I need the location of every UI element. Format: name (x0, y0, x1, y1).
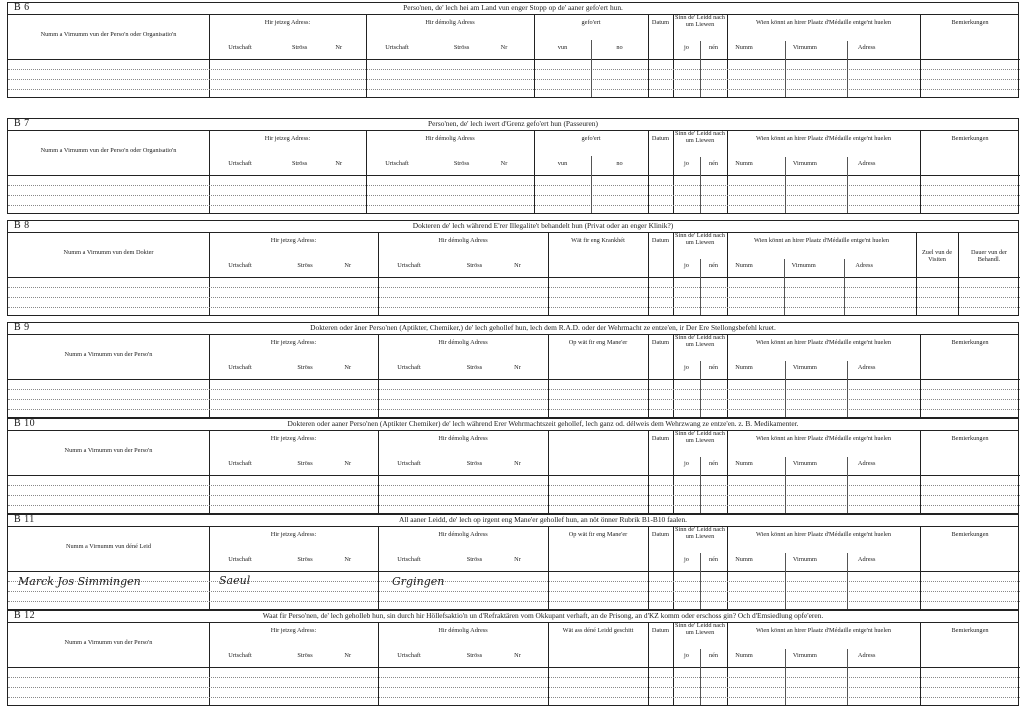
column-divider (727, 232, 728, 315)
split-line (700, 361, 701, 417)
column-divider (920, 14, 921, 97)
former-address-header: Hir démolig Adress (438, 627, 488, 634)
section-code: B 10 (14, 418, 36, 429)
column-divider (534, 130, 535, 213)
number-label: Nr (335, 160, 343, 167)
escort-header: gefo'ert (581, 135, 601, 142)
medal-name-label: Numm (735, 364, 753, 371)
header-bottom-line (8, 277, 1020, 278)
column-divider (366, 130, 367, 213)
section-title: Dokteren oder äner Perso'nen (Aptikter, Chemiker,) de' lech gehollef hun, lech dem R.A.D. oder der Wehrmacht ze entze'en, ir Der Ere Stellongsbefehl kruet. (310, 323, 776, 332)
split-line (847, 553, 848, 609)
section-title: Dokteren oder aaner Perso'nen (Aptikter Chemiker) de' lech während Erer Wehrmachtszeit gehollef, lech ganz od. délweis dem Wehrzwang ze entze'en. z. B. Medikamenter. (287, 419, 799, 428)
column-divider (648, 430, 649, 513)
number-label: Nr (500, 44, 508, 51)
section-code: B 9 (14, 322, 30, 333)
current-address-header: Hir jetzeg Adress: (270, 531, 317, 538)
yes-label: jo (684, 460, 689, 467)
medal-header: Wien könnt an hirer Plaatz d'Médaille entge'nt huelen (755, 627, 892, 634)
split-line (847, 457, 848, 513)
date-header: Datum (651, 237, 670, 244)
section-title: Dokteren de' lech während E'rer Illegalite't behandelt hun (Privat oder an enger Klinik?) (412, 221, 674, 230)
section-code: B 6 (14, 2, 30, 13)
yes-label: jo (684, 160, 689, 167)
street-label: Ströss (466, 364, 483, 371)
no-label: nén (708, 556, 719, 563)
entry-line (8, 79, 1020, 80)
handwritten-name: Marck Jos Simmingen (18, 575, 141, 588)
medal-address-label: Adress (857, 556, 876, 563)
to-label: no (616, 160, 623, 167)
section-title-bar (8, 611, 1018, 623)
header-bottom-line (8, 379, 1020, 380)
street-label: Ströss (297, 652, 313, 659)
column-divider (648, 526, 649, 609)
locality-label: Urtschaft (397, 364, 421, 371)
section-title-bar (8, 119, 1018, 131)
column-divider (648, 130, 649, 213)
column-divider (366, 14, 367, 97)
entry-line (8, 69, 1020, 70)
street-label: Ströss (453, 44, 470, 51)
section-title: Perso'nen, de' lech iwert d'Grenz gefo'ert hun (Passeuren) (428, 119, 598, 128)
current-address-header: Hir jetzeg Adress: (270, 339, 317, 346)
medal-firstname-label: Virnumm (791, 262, 816, 269)
street-label: Ströss (297, 364, 313, 371)
date-header: Datum (651, 531, 670, 538)
escort-header: gefo'ert (581, 19, 601, 26)
medal-address-label: Adress (857, 44, 876, 51)
entry-line (8, 287, 1020, 288)
medal-name-label: Numm (735, 556, 753, 563)
from-label: vun (557, 160, 568, 167)
entry-line (8, 495, 1020, 496)
street-label: Ströss (297, 460, 313, 467)
entry-line (8, 505, 1020, 506)
column-divider (548, 334, 549, 417)
column-divider (648, 14, 649, 97)
split-line (700, 259, 701, 315)
former-address-header: Hir démolig Adress (438, 531, 488, 538)
date-header: Datum (651, 339, 670, 346)
name-column-header: Numm a Virnumm vun der Perso'n (64, 351, 153, 358)
extra-column-header: Wät ass déné Leidd geschitt (562, 627, 634, 634)
medal-header: Wien könnt an hirer Plaatz d'Médaille entge'nt huelen (753, 237, 890, 244)
alive-header: Sinn de' Leidd nach um Liewen (675, 622, 725, 636)
split-line (700, 553, 701, 609)
column-divider (548, 526, 549, 609)
remarks-header: Bemierkungen (951, 531, 989, 538)
medal-address-label: Adress (857, 460, 876, 467)
column-divider (648, 334, 649, 417)
column-divider (378, 622, 379, 705)
entry-line (8, 581, 1020, 582)
street-label: Ströss (291, 160, 308, 167)
medal-firstname-label: Virnumm (792, 460, 817, 467)
column-divider (548, 232, 549, 315)
entry-line (8, 307, 1020, 308)
yes-label: jo (684, 556, 689, 563)
column-divider (920, 334, 921, 417)
locality-label: Urtschaft (397, 460, 421, 467)
locality-label: Urtschaft (228, 160, 252, 167)
former-address-header: Hir démolig Adress (438, 435, 488, 442)
split-line (785, 649, 786, 705)
name-column-header: Numm a Virnumm vun der Perso'n oder Organisatio'n (40, 147, 177, 154)
split-line (847, 649, 848, 705)
no-label: nén (708, 262, 719, 269)
section-title-bar (8, 221, 1018, 233)
column-divider (958, 232, 959, 315)
number-label: Nr (514, 556, 521, 563)
yes-label: jo (684, 652, 689, 659)
current-address-header: Hir jetzeg Adress: (270, 435, 317, 442)
extra-column-header: Op wät fir eng Mane'er (568, 339, 628, 346)
section-code: B 12 (14, 610, 36, 621)
date-header: Datum (651, 19, 670, 26)
alive-header: Sinn de' Leidd nach um Liewen (675, 14, 725, 28)
medal-name-label: Numm (735, 160, 753, 167)
column-divider (648, 622, 649, 705)
date-header: Datum (651, 627, 670, 634)
section-code: B 7 (14, 118, 30, 129)
medal-address-label: Adress (855, 262, 873, 269)
entry-line (8, 601, 1020, 602)
number-label: Nr (514, 460, 521, 467)
column-divider (378, 526, 379, 609)
medal-name-label: Numm (735, 44, 753, 51)
remarks-header: Bemierkungen (951, 435, 989, 442)
former-address-header: Hir démolig Adress (425, 19, 475, 26)
medal-name-label: Numm (735, 460, 753, 467)
current-address-header: Hir jetzeg Adress: (270, 627, 317, 634)
entry-line (8, 185, 1020, 186)
name-column-header: Numm a Virnumm vun der Perso'n oder Organisatio'n (40, 31, 177, 38)
medal-header: Wien könnt an hirer Plaatz d'Médaille entge'nt huelen (755, 339, 892, 346)
column-divider (727, 14, 728, 97)
section-title: All aaner Leidd, de' lech op irgent eng Mane'er gehollef hun, an nöt önner Rubrik B1-B10 faalen. (398, 515, 687, 524)
alive-header: Sinn de' Leidd nach um Liewen (675, 526, 725, 540)
column-divider (209, 526, 210, 609)
entry-line (8, 205, 1020, 206)
remarks-header: Bemierkungen (951, 627, 989, 634)
entry-line (8, 297, 1020, 298)
column-divider (920, 526, 921, 609)
column-divider (727, 622, 728, 705)
locality-label: Urtschaft (228, 364, 252, 371)
extra-column-header: Wät fir eng Krankhét (571, 237, 625, 244)
header-bottom-line (8, 571, 1020, 572)
date-header: Datum (651, 435, 670, 442)
column-divider (916, 232, 917, 315)
header-bottom-line (8, 59, 1020, 60)
column-divider (727, 130, 728, 213)
column-divider (209, 430, 210, 513)
header-bottom-line (8, 175, 1020, 176)
column-divider (920, 130, 921, 213)
medal-header: Wien könnt an hirer Plaatz d'Médaille entge'nt huelen (755, 135, 892, 142)
column-divider (727, 526, 728, 609)
header-bottom-line (8, 475, 1020, 476)
split-line (785, 457, 786, 513)
entry-line (8, 697, 1020, 698)
locality-label: Urtschaft (228, 44, 252, 51)
split-line (784, 259, 785, 315)
street-label: Ströss (466, 460, 483, 467)
column-divider (378, 232, 379, 315)
name-column-header: Numm a Virnumm vun der Perso'n (64, 639, 153, 646)
column-divider (727, 334, 728, 417)
name-column-header: Numm a Virnumm vun der Perso'n (64, 447, 153, 454)
number-label: Nr (344, 652, 352, 659)
yes-label: jo (684, 262, 689, 269)
street-label: Ströss (453, 160, 470, 167)
split-line (785, 553, 786, 609)
alive-header: Sinn de' Leidd nach um Liewen (675, 232, 725, 246)
section-title-bar (8, 515, 1018, 527)
name-column-header: Numm a Virnumm vun dem Dokter (63, 249, 154, 256)
entry-line (8, 409, 1020, 410)
column-divider (209, 130, 210, 213)
no-label: nén (708, 460, 719, 467)
locality-label: Urtschaft (228, 460, 252, 467)
split-line (785, 157, 786, 213)
street-label: Ströss (466, 262, 483, 269)
locality-label: Urtschaft (397, 556, 421, 563)
column-divider (378, 334, 379, 417)
from-label: vun (557, 44, 568, 51)
locality-label: Urtschaft (385, 160, 409, 167)
former-address-header: Hir démolig Adress (438, 237, 488, 244)
medal-header: Wien könnt an hirer Plaatz d'Médaille entge'nt huelen (755, 435, 892, 442)
split-line (591, 156, 592, 213)
entry-line (8, 399, 1020, 400)
entry-line (8, 89, 1020, 90)
column-divider (920, 622, 921, 705)
current-address-header: Hir jetzeg Adress: (264, 19, 311, 26)
form-section-b6 (7, 2, 1019, 98)
handwritten-locality: Saeul (219, 574, 251, 587)
split-line (785, 41, 786, 97)
current-address-header: Hir jetzeg Adress: (270, 237, 317, 244)
number-label: Nr (514, 262, 521, 269)
split-line (847, 157, 848, 213)
locality-label: Urtschaft (397, 652, 421, 659)
street-label: Ströss (291, 44, 308, 51)
extra-column-header: Op wät fir eng Mane'er (568, 531, 628, 538)
no-label: nén (708, 364, 719, 371)
street-label: Ströss (297, 556, 313, 563)
form-section-b7 (7, 118, 1019, 214)
locality-label: Urtschaft (385, 44, 409, 51)
number-label: Nr (335, 44, 343, 51)
column-divider (209, 14, 210, 97)
visits-header: Zuel vun de Visiten (921, 249, 953, 264)
yes-label: jo (684, 364, 689, 371)
section-title-bar (8, 323, 1018, 335)
column-divider (548, 622, 549, 705)
alive-header: Sinn de' Leidd nach um Liewen (675, 430, 725, 444)
section-title-bar (8, 419, 1018, 431)
column-divider (548, 430, 549, 513)
column-divider (648, 232, 649, 315)
medal-firstname-label: Virnumm (792, 556, 817, 563)
form-section-b9 (7, 322, 1019, 418)
section-title: Perso'nen, de' lech hei am Land vun enger Stopp op de' aaner gefo'ert hun. (403, 3, 623, 12)
entry-line (8, 195, 1020, 196)
alive-header: Sinn de' Leidd nach um Liewen (675, 334, 725, 348)
form-section-b11 (7, 514, 1019, 610)
column-divider (727, 430, 728, 513)
section-title: Waat fir Perso'nen, de' lech geholleb hun, sin durch hir Höllefsaktio'n un d'Refraktären vom Okkupant verhaft, an de Prisong, an d'KZ komm oder erschoss gin? Och d'Emsiedlung opfe'eren. (262, 611, 824, 620)
locality-label: Urtschaft (397, 262, 421, 269)
no-label: nén (708, 652, 719, 659)
street-label: Ströss (466, 652, 483, 659)
form-section-b12 (7, 610, 1019, 706)
section-code: B 8 (14, 220, 30, 231)
split-line (700, 649, 701, 705)
remarks-header: Bemierkungen (951, 19, 989, 26)
number-label: Nr (344, 262, 352, 269)
split-line (847, 361, 848, 417)
medal-header: Wien könnt an hirer Plaatz d'Médaille entge'nt huelen (755, 19, 892, 26)
locality-label: Urtschaft (228, 652, 252, 659)
medal-firstname-label: Virnumm (792, 652, 817, 659)
section-code: B 11 (14, 514, 35, 525)
medal-header: Wien könnt an hirer Plaatz d'Médaille entge'nt huelen (755, 531, 892, 538)
alive-header: Sinn de' Leidd nach um Liewen (675, 130, 725, 144)
number-label: Nr (344, 556, 352, 563)
section-title-bar (8, 3, 1018, 15)
handwritten-former-locality: Grgingen (392, 575, 445, 588)
split-line (847, 41, 848, 97)
locality-label: Urtschaft (228, 556, 252, 563)
medal-address-label: Adress (857, 652, 876, 659)
column-divider (209, 334, 210, 417)
entry-line (8, 677, 1020, 678)
split-line (700, 41, 701, 97)
column-divider (378, 430, 379, 513)
no-label: nén (708, 160, 719, 167)
medal-name-label: Numm (735, 652, 753, 659)
column-divider (920, 430, 921, 513)
form-section-b10 (7, 418, 1019, 514)
split-line (591, 40, 592, 97)
number-label: Nr (514, 364, 521, 371)
yes-label: jo (684, 44, 689, 51)
date-header: Datum (651, 135, 670, 142)
former-address-header: Hir démolig Adress (425, 135, 475, 142)
current-address-header: Hir jetzeg Adress: (264, 135, 311, 142)
medal-firstname-label: Virnumm (792, 44, 817, 51)
medal-name-label: Numm (735, 262, 753, 269)
entry-line (8, 389, 1020, 390)
medal-address-label: Adress (857, 364, 876, 371)
remarks-header: Bemierkungen (951, 339, 989, 346)
header-bottom-line (8, 667, 1020, 668)
remarks-header: Bemierkungen (951, 135, 989, 142)
medal-firstname-label: Virnumm (792, 364, 817, 371)
entry-line (8, 485, 1020, 486)
column-divider (209, 622, 210, 705)
medal-firstname-label: Virnumm (792, 160, 817, 167)
split-line (700, 157, 701, 213)
locality-label: Urtschaft (228, 262, 252, 269)
to-label: no (616, 44, 623, 51)
entry-line (8, 687, 1020, 688)
former-address-header: Hir démolig Adress (438, 339, 488, 346)
number-label: Nr (500, 160, 508, 167)
column-divider (209, 232, 210, 315)
entry-line (8, 591, 1020, 592)
name-column-header: Numm a Virnumm vun déné Leid (65, 543, 152, 550)
split-line (700, 457, 701, 513)
number-label: Nr (344, 364, 352, 371)
treatment-duration-header: Dauer vun der Behandl. (970, 249, 1008, 264)
column-divider (534, 14, 535, 97)
no-label: nén (708, 44, 719, 51)
number-label: Nr (514, 652, 521, 659)
number-label: Nr (344, 460, 352, 467)
split-line (785, 361, 786, 417)
form-section-b8 (7, 220, 1019, 316)
street-label: Ströss (297, 262, 313, 269)
street-label: Ströss (466, 556, 483, 563)
medal-address-label: Adress (857, 160, 876, 167)
split-line (844, 259, 845, 315)
